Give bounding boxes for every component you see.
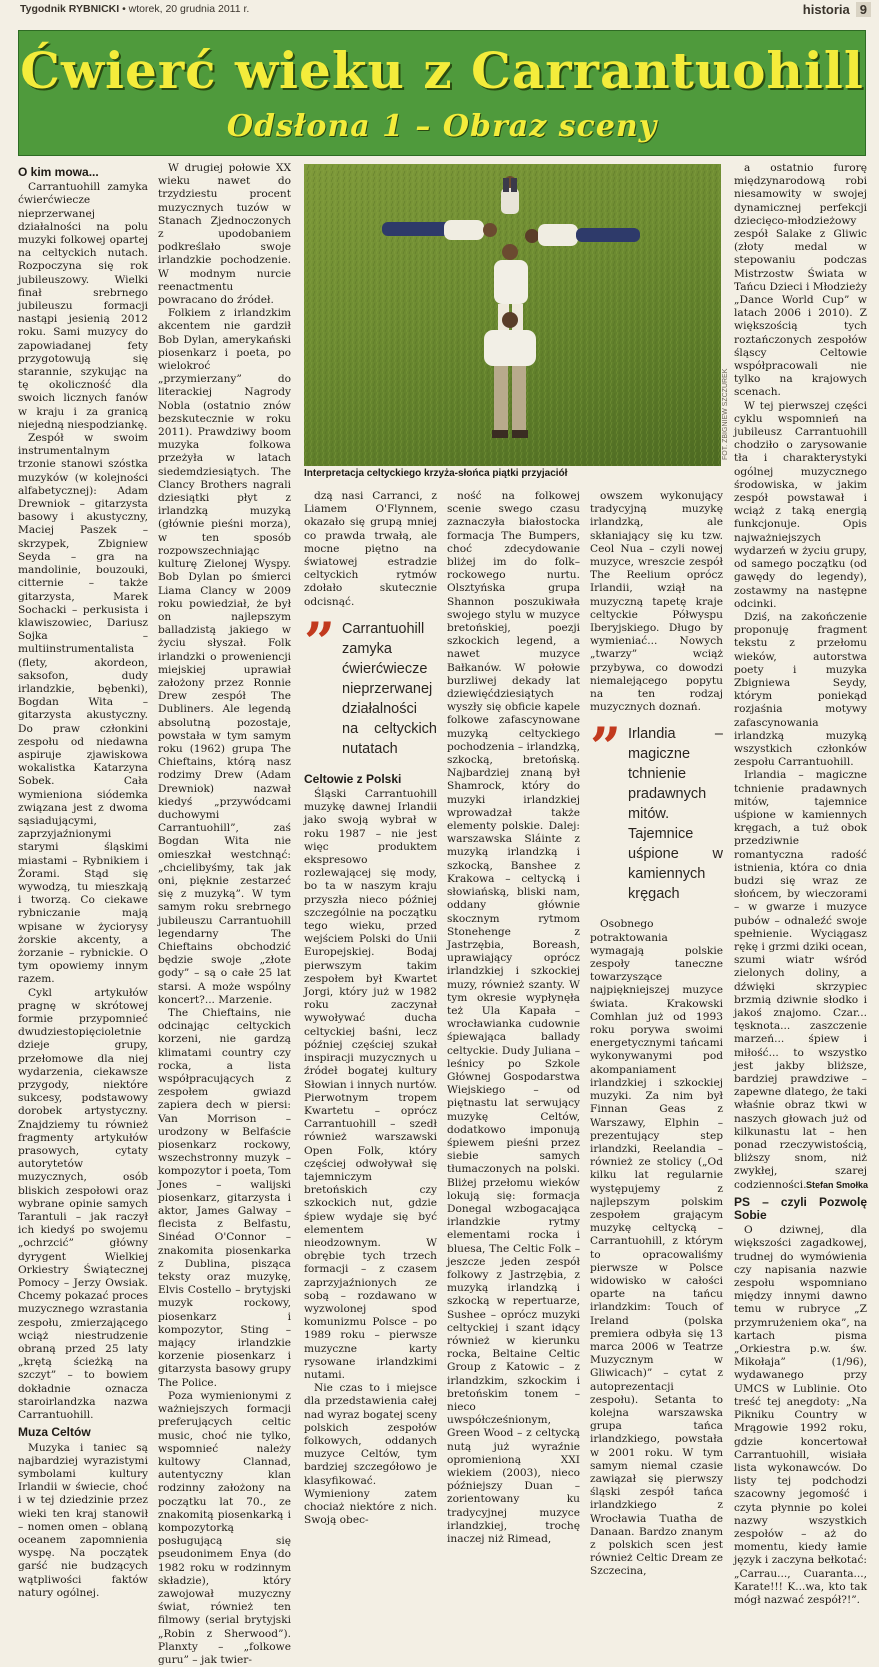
article-subtitle: Odsłona 1 – Obraz sceny xyxy=(226,109,658,144)
column-4 xyxy=(447,490,580,1546)
paragraph: Carrantuohill zamyka ćwierćwiecze nieprzerwanej działalności na polu muzyki folkowej opartej na celtyckich nutach. Rozpoczyna się rok jubileuszowy. Wielki finał srebrnego jubileuszu formacji nastąpi jesienią 2012 roku. Sami muzycy do zapowiadanej fety przygotowują się starannie, szykując na tę okoliczność dla swoich licznych fanów w kraju i za granicą niejedną niespodziankę. xyxy=(18,181,148,431)
person-top xyxy=(501,176,519,214)
subheading: PS – czyli Pozwolę Sobie xyxy=(734,1194,867,1223)
headline-banner xyxy=(18,30,866,156)
quote-mark-icon: ” xyxy=(590,715,622,780)
paragraph: ność na folkowej scenie swego czasu zaznaczyła białostocka formacja The Bumpers, choć zdecydowanie bliżej im do folk–rockowego nurtu. Olsztyńska grupa Shannon poszukiwała swojego stylu w muzyce bretońskiej, poezji szkockich legend, a nawet muzyce Bałkanów. W połowie burzliwej dekady lat dziewięćdziesiątych wyszły się obficie kapele folkowe zafascynowane muzyką celtyckiego pochodzenia – irlandzką, szkocką, bretońską. Najbardziej znaną był Shamrock, który do muzyki irlandzkiej wprowadzał także elementy polskie. Dalej: warszawska Sláinte z muzyką irlandzką i szkocką, Banshee z Krakowa – celtycką i słowiańską, bliski nam, oddany głównie skocznym rytmom Stonehenge z Jastrzębia, Boreash, uprawiający oprócz irlandzkiej i szkockiej muzy, również szanty. W tym okresie wypłynęła też Ula Kapała – wrocławianka cudownie śpiewająca ballady celtyckie. Dudy Juliana – leśnicy po Szkole Głównej Gospodarstwa Wiejskiego – od piętnastu lat serwujący muzykę Celtów, dodatkowo imponują śpiewem pieśni przez siebie samych tłumaczonych na polski. Bliżej przełomu wieków lokują się: formacja Donegal wzbogacająca irlandzkie rytmy elementami rocka i bluesa, The Celtic Folk – jeszcze jeden zespół folkowy z Jastrzębia, z muzyką irlandzką i szkocką w repertuarze, Sushee – oprócz muzyki celtyckiej i szant idący również w kierunku rocka, Beltaine Celtic Group z Katowic – z irlandzkim, szkockim i bretońskim tonem – nieco uwspółcześnionym, Green Wood – z celtycką nutą już wyraźnie opromienioną XXI wiekiem (2003), nieco późniejszy Duan – zorientowany ku tradycyjnej muzyce irlandzkiej, trochę inaczej niż Rimead, xyxy=(447,490,580,1546)
paragraph: Poza wymienionymi z ważniejszych formacji preferujących celtic music, choć nie tylko, wspomnieć należy kultowy Clannad, autentyczny klan rodzinny założony na początku lat 70., ze znakomitą piosenkarką i kompozytorką posługującą się pseudonimem Enya (do 1982 roku w rodzinnym składzie), który zawojował muzyczny świat, również ten filmowy (serial brytyjski „Robin z Sherwood”). Planxty – „folkowe guru” – jak twier- xyxy=(158,1389,291,1666)
paragraph: Nie czas to i miejsce dla przedstawienia całej nad wyraz bogatej sceny polskich zespołów folkowych, oddanych muzyce Celtów, tym bardziej szczegółowo je klasyfikować. Wymieniony zatem chociaż niektóre z nich. Swoją obec- xyxy=(304,1382,437,1527)
column-2 xyxy=(158,162,291,1666)
section-name: historia xyxy=(802,1,850,17)
column-5 xyxy=(590,490,723,1578)
paragraph: Dziś, na zakończenie proponuję fragment tekstu z przełomu wieków, autorstwa poety i muzyka Zbigniewa Seydy, którym poniekąd rozjaśnia motywy zafascynowania irlandzką muzyką wszystkich członków zespołu Carrantuohill. xyxy=(734,610,867,769)
pull-quote xyxy=(304,609,437,759)
paragraph: O dziwnej, dla większości zagadkowej, trudnej do wymówienia czy napisania nazwie zespołu wspomniano między innymi dawno temu w rubryce „Z przymrużeniem oka”, na kartach pisma „Orkiestra p.w. św. Mikołaja” (1/96), wydawanego przy UMCS w Lublinie. Oto treść tej anegdoty: „Na Pikniku Country w Mrągowie 1992 roku, gdzie koncertował Carrantuohill, wisiała lista wykonawców. Do listy tej podchodzi szacowny jegomość i czyta płynnie po kolei nazwy wszystkich zespołów – aż do momentu, kiedy łamie język i zaczyna bełkotać: „Carrau..., Cuaranta..., Karate!!! K...wa, kto tak mógł nazwać zespół?!”. xyxy=(734,1224,867,1606)
paper-name: Tygodnik RYBNICKI xyxy=(20,3,120,15)
paragraph: Zespół w swoim instrumentalnym trzonie stanowi szóstka muzyków (w kolejności alfabetycznej): Adam Drewniok – gitarzysta basowy i akustyczny, Maciej Paszek – skrzypek, Zbigniew Seyda – gra na mandolinie, bouzouki, citternie – także gitarzysta, Marek Sochacki – perkusista i klawiszowiec, Dariusz Sojka – multiinstrumentalista (flety, akordeon, saksofon, dudy irlandzkie, bębenki), Bogdan Wita – gitarzysta akustyczny. Do praw członkini zespołu od niedawna aspiruje zjawiskowa wokalistka Katarzyna Sobek. Cała wymieniona siódemka związana jest z dwoma sąsiadującymi, zaprzyjaźnionymi starymi śląskimi miastami – Rybnikiem i Żorami. Stąd się wywodzą, tu mieszkają i tworzą. Co ciekawe rybniczanie mają wpisane w życiorysy żorskie akcenty, a żorzanie – rybnickie. O tym opowiemy innym razem. xyxy=(18,432,148,986)
author-signature: Stefan Smołka xyxy=(806,1180,869,1190)
article-photo xyxy=(304,164,721,466)
photo-credit: FOT. ZBIGNIEW SZCZUREK xyxy=(722,368,729,460)
page-header xyxy=(0,0,879,18)
paragraph: W drugiej połowie XX wieku nawet do trzydziestu procent muzycznych tuzów w Stanach Zjednoczonych z upodobaniem podkreślało swoje irlandzkie pochodzenie. W modnym nurcie reenactmentu powracano do źródeł. xyxy=(158,162,291,307)
column-1 xyxy=(18,162,148,1599)
page-number: 9 xyxy=(856,2,871,17)
issue-date: • wtorek, 20 grudnia 2011 r. xyxy=(122,3,250,15)
photo-caption: Interpretacja celtyckiego krzyża-słońca piątki przyjaciół xyxy=(304,468,568,479)
paragraph: a ostatnio furorę międzynarodową robi niesamowity w swojej dynamicznej perfekcji dziecięco-młodzieżowy zespół Salake z Gliwic (złoty medal w stepowaniu podczas Mistrzostw Świata w Tańcu Dzieci i Młodzieży „Dance World Cup” w latach 2006 i 2010). Z większością tych roztańczonych zespołów śląscy Celtowie współpracowali nie tylko na krajowych scenach. xyxy=(734,162,867,399)
masthead xyxy=(0,3,249,15)
paragraph: W tej pierwszej części cyklu wspomnień na jubileusz Carrantuohill chodziło o zarysowanie tła i charakterystyki ogólnej muzycznego środowiska, w jakim zespół powstawał i wciąż z taką energią funkcjonuje. Opis najważniejszych wydarzeń w życiu grupy, od samego początku (od gawędy do legendy), zostawmy na następne odcinki. xyxy=(734,399,867,610)
paragraph: Folkiem z irlandzkim akcentem nie gardził Bob Dylan, amerykański piosenkarz i poeta, po wielokroć „przymierzany” do literackiej Nagrody Nobla (ostatnio znów bezskutecznie w roku 2011). Prawdziwy boom muzyka folkowa przeżyła w latach siedemdziesiątych. The Clancy Brothers nagrali dziesiątki płyt z irlandzką muzyką (głównie pieśni morza), w ten sposób rozpowszechniając kulturę Zielonej Wyspy. Bob Dylan po śmierci Liama Clancy w 2009 roku powiedział, że był on najlepszym balladzistą jakiego w życiu słyszał. Folk irlandzki o proweniencji miejskiej uprawiał założony przez Ronnie Drew zespół The Dubliners. Ale legendą absolutną pozostaje, powstała w tym samym roku (1962) grupa The Chieftains, którą nasz rodzimy Drew (Adam Drewniok) nazwał kiedyś „przywódcami duchowymi Carrantuohill”, zaś Bogdan Wita nie omieszkał westchnąć: „chcielibyśmy, tak jak oni, pięknie zestarzeć się z muzyką”. W tym samym roku srebrnego jubileuszu Carrantuohill legendarny The Chieftains obchodzić będzie swoje „złote gody” – są o całe 25 lat starsi. A może wspólny koncert?... Marzenie. xyxy=(158,307,291,1006)
article-title: Ćwierć wieku z Carrantuohill xyxy=(20,41,864,100)
subheading: O kim mowa... xyxy=(18,165,99,179)
pull-quote xyxy=(590,715,723,904)
paragraph: Irlandia – magiczne tchnienie pradawnych mitów, tajemnice uśpione w kamiennych kręgach, a tuż obok przedziwnie romantyczna radość istnienia, która co dnia budzi się wraz ze słońcem, by wieczorami – w gwarze i muzyce pubów – odnaleźć swoje spełnienie. Wyciągasz rękę i grzmi dziki ocean, szumi wiatr wśród zielonych doliny, a dźwięki skrzypiec brzmią dziwnie słodko i jakoś znajomo. Czar... tęsknota... zaszczenie marzeń... śpiew i miłość... to wszystko jest jakby bliższe, bardziej prawdziwe – zapewne dlatego, że taki właśnie obraz tkwi w naszych głowach już od kilkunastu lat – hen ponad rzeczywistością, bliższy snom, niż zwykłej, szarej codzienności. xyxy=(734,769,867,1191)
paragraph: Muzyka i taniec są najbardziej wyrazistymi symbolami kultury Irlandii w świecie, choć i w tej dziedzinie przez wieki ten kraj stanowił – nomen omen – oblaną oceanem zapomnienia wyspę. Na początek garść nie budzących wątpliwości faktów natury ogólnej. xyxy=(18,1441,148,1599)
paragraph: owszem wykonujący tradycyjną muzykę irlandzką, ale skłaniający się ku tzw. Ceol Nua – czyli nowej muzyce, wreszcie zespół The Reelium oprócz Irlandii, wziął na muzyczną tapetę kraje celtyckie Półwyspu Iberyjskiego. Długo by wymieniać... Nowych „twarzy” wciąż przybywa, co dowodzi niemalejącego popytu na ten rodzaj muzycznych doznań. xyxy=(590,490,723,714)
pull-quote-text: Irlandia – magiczne tchnienie pradawnych mitów. Tajemnice uśpione w kamiennych kręgach xyxy=(628,726,723,903)
celtic-cross-photo xyxy=(304,164,721,466)
paragraph: dzą nasi Carranci, z Liamem O'Flynnem, okazało się grupą mniej co prawda trwałą, ale mocne piętno na światowej estradzie celtyckich rytmów zdołało skutecznie odcisnąć. xyxy=(304,490,437,608)
paragraph: Osobnego potraktowania wymagają polskie zespoły taneczne towarzyszące najpiękniejszej muzyce świata. Krakowski Comhlan już od 1993 roku porywa swoimi energetycznymi tańcami wykonywanymi pod akompaniament irlandzkiej i szkockiej muzyki. Za nim był Finnan Geas z Warszawy, Elphin – prezentujący step irlandzki, Reelandia – również ze stolicy („Od kilku lat regularnie występujemy z najlepszym polskim zespołem grającym muzykę celtycką – Carrantuohill, z którym to opracowaliśmy pierwsze w Polsce widowisko w całości oparte na tańcu irlandzkim: Touch of Ireland (polska premiera odbyła się 13 marca 2006 w Teatrze Muzycznym w Gliwicach)” – cytat z autoprezentacji zespołu). Setanta to kolejna warszawska grupa tańca irlandzkiego, powstała w 2001 roku. W tym samym niemal czasie zawiązał się pierwszy śląski zespół tańca irlandzkiego z Wrocławia Tuatha de Danaan. Bardzo znanym z polskich scen jest również Celtic Dream ze Szczecina, xyxy=(590,918,723,1578)
subheading: Muza Celtów xyxy=(18,1425,91,1440)
pull-quote-text: Carrantuohill zamyka ćwierćwiecze nieprzerwanej działalności na celtyckich nutatach xyxy=(342,620,437,757)
section-tag xyxy=(803,2,879,17)
paragraph: Cykl artykułów pragnę w skrótowej formie przypomnieć dwudziestopięcioletnie dzieje grupy, przełomowe dla niej wydarzenia, ciekawsze przygody, niektóre sukcesy, podstawowy dorobek artystyczny. Znajdziemy tu również fragmenty artykułów prasowych, cytaty autorytetów muzycznych, osób bliskich zespołowi oraz wybrane opinie samych Tarantuli – jak raczył ich kiedyś po swojemu „ochrzcić” główny dyrygent Wielkiej Orkiestry Świątecznej Pomocy – Jerzy Owsiak. Chcemy pokazać proces muzycznego wzrastania zespołu, zmierzającego wciąż niestrudzenie obraną przed 25 laty „krętą ścieżką na szczyt” – to bowiem dokładnie oznacza staroirlandzka nazwa Carrantuohill. xyxy=(18,986,148,1422)
paragraph: The Chieftains, nie odcinając celtyckich korzeni, nie gardzą klimatami country czy rocka, a lista współpracujących z zespołem gwiazd zapiera dech w piersi: Van Morrison – urodzony w Belfaście piosenkarz rockowy, wszechstronny muzyk – kompozytor i poeta, Tom Jones – walijski piosenkarz, gitarzysta i aktor, James Galway – flecista z Belfastu, Sinéad O'Connor – znakomita piosenkarka z Dublina, pisząca teksty oraz muzykę, Elvis Costello – brytyjski muzyk rockowy, piosenkarz i kompozytor, Sting – mający irlandzkie korzenie piosenkarz i gitarzysta basowy grupy The Police. xyxy=(158,1007,291,1389)
quote-mark-icon: ” xyxy=(304,609,336,674)
subheading: Celtowie z Polski xyxy=(304,771,402,786)
paragraph: Śląski Carrantuohill muzykę dawnej Irlandii jako swoją wybrał w roku 1987 – nie jest więc produktem ekspresowo rozlewającej się mody, bo ta w naszym kraju przyszła nieco później szczególnie na początku tego wieku, przed wejściem Polski do Unii Europejskiej. Bodaj pierwszym takim zespołem był Kwartet Jorgi, który już w 1982 roku zaczynał wywoływać ducha celtyckiej baśni, lecz później częściej szukał inspiracji muzycznych u źródeł bogatej kultury Słowian i innych nurtów. Pierwotnym tropem Kwartetu – oprócz Carrantuohill – szedł również warszawski Open Folk, który częściej odwoływał się tajemniczym bretońskich czy szkockich nut, gdzie śpiew wydaje się być elementem nieodzownym. W obrębie tych trzech formacji – z czasem zaprzyjaźnionych ze sobą – rozdawano w wyzwolonej spod komunizmu Polsce – po 1989 roku – pierwsze muzyczne karty rysowane irlandzkimi nutami. xyxy=(304,788,437,1381)
column-3 xyxy=(304,490,437,1527)
